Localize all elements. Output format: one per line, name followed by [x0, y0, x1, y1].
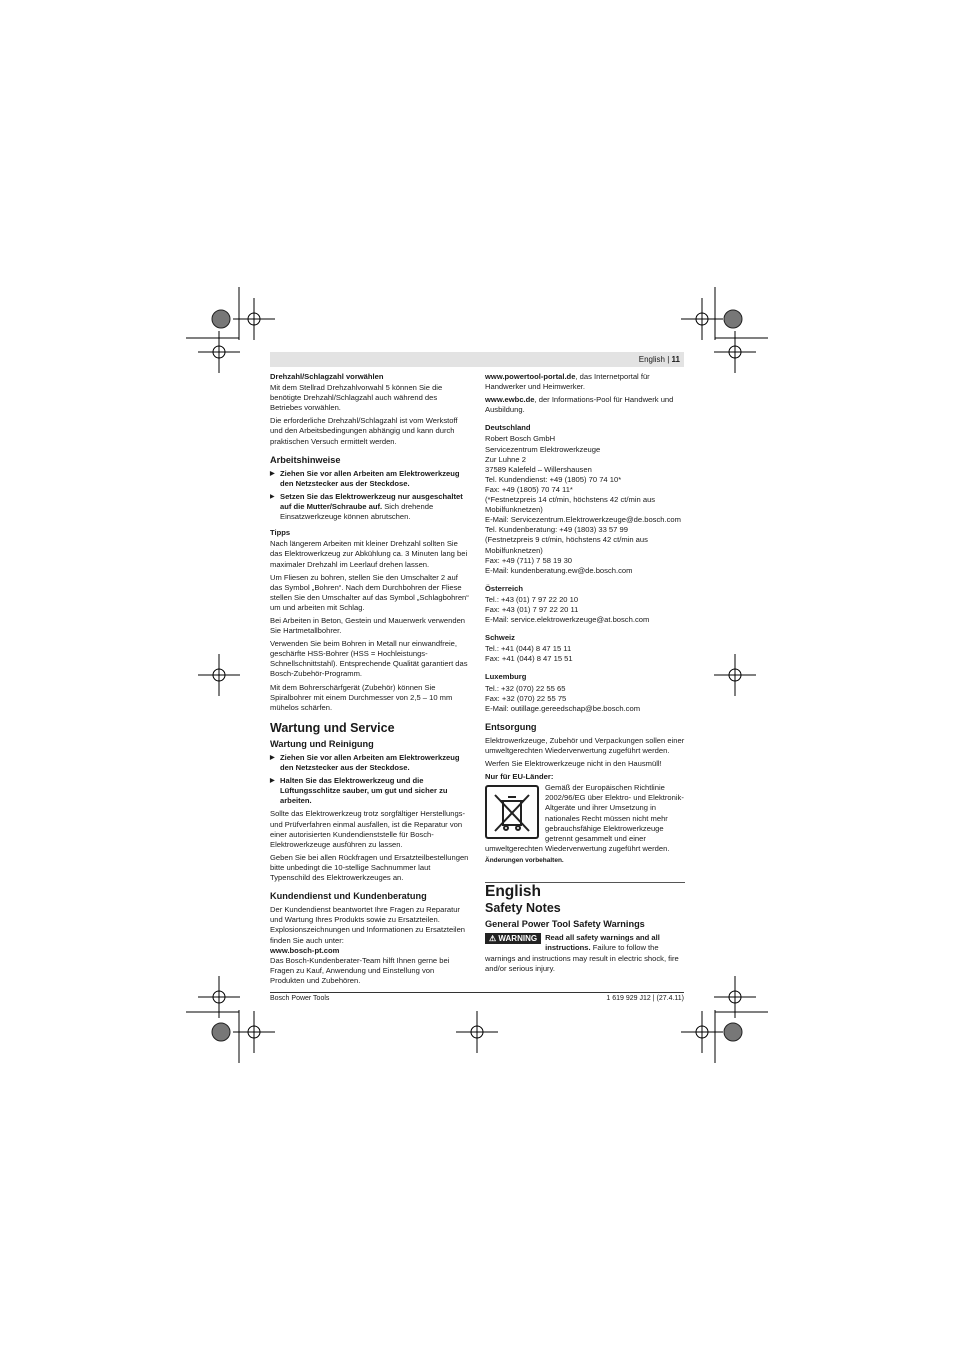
portal-url-link[interactable]: www.powertool-portal.de — [485, 372, 576, 381]
maint-paragraph-1: Sollte das Elektrowerkzeug trotz sorgfältiger Herstellungs- und Prüfverfahren einmal ausfallen, ist die Reparatur von einer autorisierten Kundendienststelle für Bosch-Elektrowerkzeuge ausführen zu lassen. — [270, 809, 465, 849]
eu-paragraph: Gemäß der Europäischen Richtlinie 2002/96/EG über Elektro- und Elektronik-Altgeräte und ihrer Umsetzung in nationales Recht müssen nicht mehr gebrauchsfähige Elektrowerkzeuge getrennt gesammelt und einer umweltgerechten Wiederverwertung zugeführt werden. — [485, 783, 684, 853]
germany-address: Robert Bosch GmbH Servicezentrum Elektrowerkzeuge Zur Luhne 2 37589 Kalefeld – Willershausen Tel. Kundendienst: +49 (1805) 70 74 10* Fax: +49 (1805) 70 74 11* (*Festnetzpreis 14 ct/min, höchstens 42 ct/min aus Mobilfunknetzen) E-Mail: Servicezentrum.Elektrowerkzeuge@de.bosch.com Tel. Kundenberatung: +49 (1803) 33 57 99 (Festnetzpreis 9 ct/min, höchstens 42 ct/min aus Mobilfunknetzen) Fax: +49 (711) 7 58 19 30 E-Mail: kundenberatung.ew@de.bosch.com — [485, 434, 681, 575]
heading-safety-notes: Safety Notes — [485, 901, 561, 916]
cs-paragraph-1: Der Kundendienst beantwortet Ihre Fragen zu Reparatur und Wartung Ihres Produkts sowie zu Ersatzteilen. Explosionszeichnungen und Informationen zu Ersatzteilen finden Sie auch unter: — [270, 905, 466, 945]
maint-paragraph-2: Geben Sie bei allen Rückfragen und Ersatzteilbestellungen bitte unbedingt die 10-stellige Sachnummer laut Typenschild des Elektrowerkzeuges an. — [270, 852, 469, 883]
austria-address: Tel.: +43 (01) 7 97 22 20 10 Fax: +43 (01) 7 97 22 20 11 E-Mail: service.elektrowerkzeuge@at.bosch.com — [485, 594, 650, 625]
work-bullet-1: ▶ Ziehen Sie vor allen Arbeiten am Elektrowerkzeug den Netzstecker aus der Steckdose. — [270, 469, 470, 489]
portal-paragraph: www.powertool-portal.de, das Internetportal für Handwerker und Heimwerker. — [485, 372, 650, 392]
tips-paragraph-3: Bei Arbeiten in Beton, Gestein und Mauerwerk verwenden Sie Hartmetallbohrer. — [270, 615, 466, 636]
heading-english: English — [485, 883, 541, 901]
footer-doc-number: 1 619 929 J12 | (27.4.11) — [606, 995, 684, 1002]
heading-speed: Drehzahl/Schlagzahl vorwählen — [270, 372, 384, 381]
ewbc-url-link[interactable]: www.ewbc.de — [485, 395, 535, 405]
maint-bullet-1: ▶ Ziehen Sie vor allen Arbeiten am Elektrowerkzeug den Netzstecker aus der Steckdose. — [270, 753, 470, 773]
footer-brand: Bosch Power Tools — [270, 995, 330, 1002]
cs-url-link[interactable]: www.bosch-pt.com — [270, 945, 340, 955]
warning-badge: ⚠ WARNING — [485, 933, 541, 944]
speed-paragraph-2: Die erforderliche Drehzahl/Schlagzahl ist vom Werkstoff und den Arbeitsbedingungen abhängig und kann durch praktischen Versuch ermittelt werden. — [270, 416, 458, 446]
heading-maintenance: Wartung und Reinigung — [270, 738, 374, 749]
heading-austria: Österreich — [485, 583, 523, 593]
disposal-paragraph-1: Elektrowerkzeuge, Zubehör und Verpackungen sollen einer umweltgerechten Wiederverwertung zugeführt werden. — [485, 735, 685, 755]
heading-customer-service: Kundendienst und Kundenberatung — [270, 891, 427, 902]
tips-paragraph-2: Um Fliesen zu bohren, stellen Sie den Umschalter 2 auf das Symbol „Bohren“. Nach dem Durchbohren der Fliese stellen Sie den Umschalter auf das Symbol „Schlagbohren“ um und arbeiten mit Schlag. — [270, 572, 469, 612]
warning-text: Failure to follow the warnings and instructions may result in electric shock, fire and/or serious injury. — [485, 943, 679, 973]
heading-general-warnings: General Power Tool Safety Warnings — [485, 919, 645, 930]
tips-paragraph-1: Nach längerem Arbeiten mit kleiner Drehzahl sollten Sie das Elektrowerkzeug zur Abkühlung ca. 3 Minuten lang bei maximaler Drehzahl im Leerlauf drehen lassen. — [270, 539, 468, 569]
page-number: 11 — [671, 355, 680, 364]
disposal-paragraph-2: Werfen Sie Elektrowerkzeuge nicht in den Hausmüll! — [485, 759, 662, 769]
tips-paragraph-5: Mit dem Bohrerschärfgerät (Zubehör) können Sie Spiralbohrer mit einem Durchmesser von 2,5 – 10 mm mühelos schärfen. — [270, 682, 453, 712]
work-bullet-2: ▶ Setzen Sie das Elektrowerkzeug nur ausgeschaltet auf die Mutter/Schraube auf. Sich drehende Einsatzwerkzeuge können abrutschen. — [270, 492, 470, 522]
page-header: English | 11 — [270, 352, 684, 367]
warning-block — [485, 933, 685, 973]
eu-block — [485, 783, 685, 854]
luxembourg-address: Tel.: +32 (070) 22 55 65 Fax: +32 (070) 22 55 75 E-Mail: outillage.gereedschap@be.bosch.com — [485, 683, 641, 713]
speed-paragraph-1: Mit dem Stellrad Drehzahlvorwahl 5 können Sie die benötigte Drehzahl/Schlagzahl auch während des Betriebes vorwählen. — [270, 383, 443, 413]
heading-service: Wartung und Service — [270, 720, 395, 735]
heading-germany: Deutschland — [485, 423, 531, 433]
page-footer — [270, 992, 684, 1002]
heading-work-notes: Arbeitshinweise — [270, 454, 341, 465]
heading-eu-only: Nur für EU-Länder: — [485, 772, 554, 782]
weee-bin-icon — [485, 785, 539, 839]
maint-bullet-2: ▶ Halten Sie das Elektrowerkzeug und die Lüftungsschlitze sauber, um gut und sicher zu arbeiten. — [270, 776, 470, 806]
heading-tips: Tipps — [270, 528, 291, 538]
changes-note: Änderungen vorbehalten. — [485, 856, 564, 864]
cs-paragraph-2: Das Bosch-Kundenberater-Team hilft Ihnen gerne bei Fragen zu Kauf, Anwendung und Einstellung von Produkten und Zubehören. — [270, 955, 450, 985]
ewbc-paragraph: www.ewbc.de, der Informations-Pool für Handwerk und Ausbildung. — [485, 395, 674, 415]
tips-paragraph-4: Verwenden Sie beim Bohren in Metall nur einwandfreie, geschärfte HSS-Bohrer (HSS = Hochleistungs-Schnellschnittstahl). Entsprechende Qualität garantiert das Bosch-Zubehör-Programm. — [270, 639, 468, 679]
heading-switzerland: Schweiz — [485, 633, 515, 643]
right-column — [485, 372, 685, 974]
heading-luxembourg: Luxemburg — [485, 672, 527, 682]
left-column — [270, 372, 470, 989]
warning-bold-text: Read all safety warnings and all instructions. — [545, 933, 660, 953]
header-language: English — [638, 355, 665, 364]
switzerland-address: Tel.: +41 (044) 8 47 15 11 Fax: +41 (044) 8 47 15 51 — [485, 644, 573, 664]
heading-disposal: Entsorgung — [485, 721, 537, 732]
